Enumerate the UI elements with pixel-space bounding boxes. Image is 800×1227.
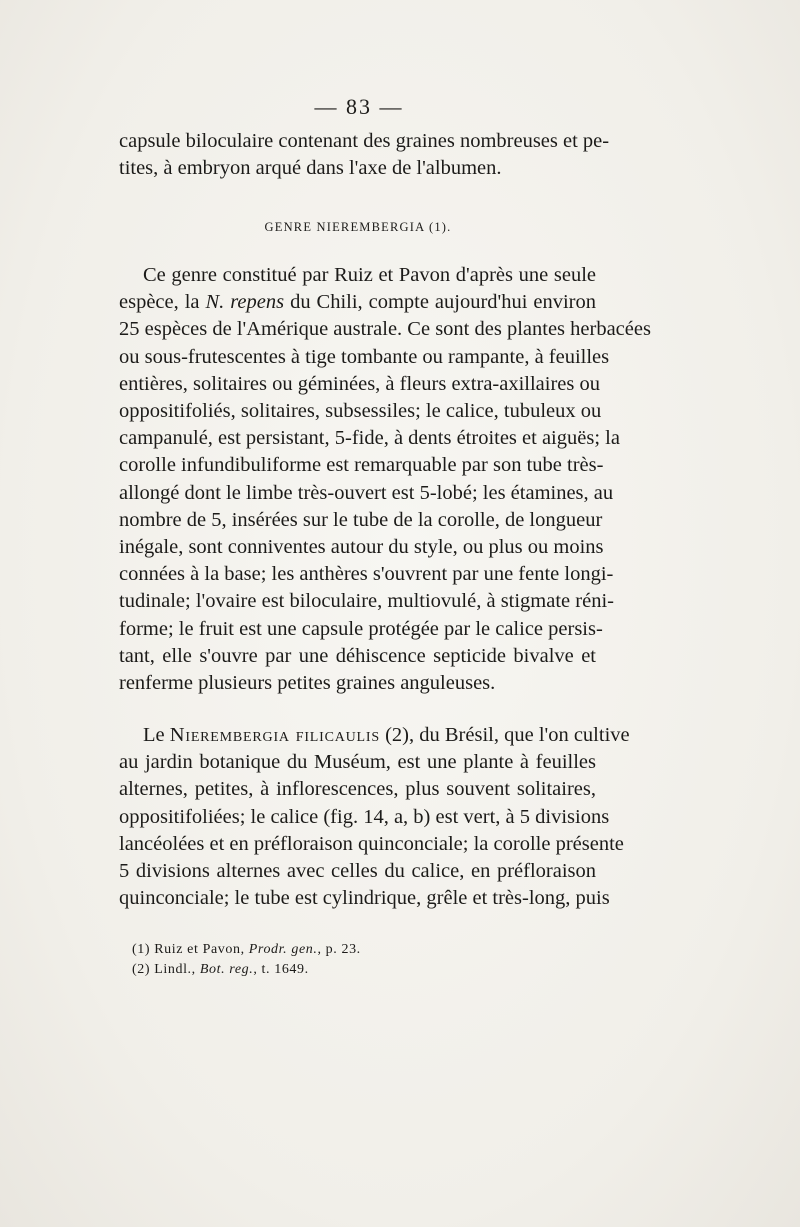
footnote-title: Bot. reg.	[199, 962, 254, 977]
paragraph-genre-description	[119, 262, 651, 697]
section-heading: GENRE NIEREMBERGIA (1).	[264, 220, 452, 234]
footnote-text: , p. 23.	[317, 942, 361, 957]
footnote-mark: (2)	[132, 962, 151, 977]
text-segment: (2), du Brésil, que l'on cultive	[379, 724, 630, 746]
footnote	[132, 940, 361, 960]
species-name: N. repens	[205, 291, 285, 314]
text-line: tites, à embryon arqué dans l'axe de l'albumen.	[119, 157, 502, 180]
text-line: inégale, sont conniventes autour du style, ou plus ou moins	[119, 536, 604, 559]
text-segment: Le	[143, 724, 170, 746]
species-name: Nierembergia filicaulis	[169, 724, 380, 746]
text-line: forme; le fruit est une capsule protégée par le calice persis-	[119, 617, 603, 640]
text-line: 5 divisions alternes avec celles du calice, en préfloraison	[119, 860, 596, 883]
text-line: connées à la base; les anthères s'ouvrent par une fente longi-	[119, 563, 614, 586]
text-line: campanulé, est persistant, 5-fide, à dents étroites et aiguës; la	[119, 427, 620, 450]
footnotes	[132, 940, 361, 980]
text-line: oppositifoliées; le calice (fig. 14, a, b) est vert, à 5 divisions	[119, 805, 610, 828]
paragraph-filicaulis	[119, 722, 630, 912]
text-line: entières, solitaires ou géminées, à fleurs extra-axillaires ou	[119, 372, 600, 395]
text-segment: espèce, la	[119, 291, 206, 314]
text-line: quinconciale; le tube est cylindrique, grêle et très-long, puis	[119, 887, 610, 910]
text-line: capsule biloculaire contenant des graines nombreuses et pe-	[119, 130, 610, 152]
text-line: nombre de 5, insérées sur le tube de la corolle, de longueur	[119, 508, 603, 531]
text-line: alternes, petites, à inflorescences, plus souvent solitaires,	[119, 778, 596, 801]
text-line: ou sous-frutescentes à tige tombante ou rampante, à feuilles	[119, 345, 610, 368]
footnote-title: Prodr. gen.	[248, 942, 318, 957]
text-segment: du Chili, compte aujourd'hui environ	[284, 291, 596, 314]
text-line: tudinale; l'ovaire est biloculaire, multiovulé, à stigmate réni-	[119, 590, 614, 613]
text-line: oppositifoliés, solitaires, subsessiles; le calice, tubuleux ou	[119, 400, 602, 423]
text-line: allongé dont le limbe très-ouvert est 5-lobé; les étamines, au	[119, 481, 614, 504]
page-number: — 83 —	[314, 94, 404, 119]
text-line: corolle infundibuliforme est remarquable par son tube très-	[119, 454, 604, 477]
text-line: lancéolées et en préfloraison quinconciale; la corolle présente	[119, 832, 624, 855]
text-line: au jardin botanique du Muséum, est une plante à feuilles	[119, 751, 596, 774]
footnote-text: , t. 1649.	[253, 962, 309, 977]
footnote-mark: (1)	[132, 942, 151, 957]
text-line: 25 espèces de l'Amérique australe. Ce sont des plantes herbacées	[119, 318, 651, 341]
paragraph-capsule	[119, 128, 610, 182]
text-line: renferme plusieurs petites graines anguleuses.	[119, 672, 496, 695]
footnote-text: Ruiz et Pavon,	[150, 942, 249, 957]
footnote	[132, 960, 361, 980]
footnote-text: Lindl.,	[150, 962, 200, 977]
text-line	[119, 722, 630, 749]
text-line: tant, elle s'ouvre par une déhiscence septicide bivalve et	[119, 644, 596, 667]
text-line	[119, 289, 596, 316]
text-line: Ce genre constitué par Ruiz et Pavon d'après une seule	[143, 264, 596, 286]
